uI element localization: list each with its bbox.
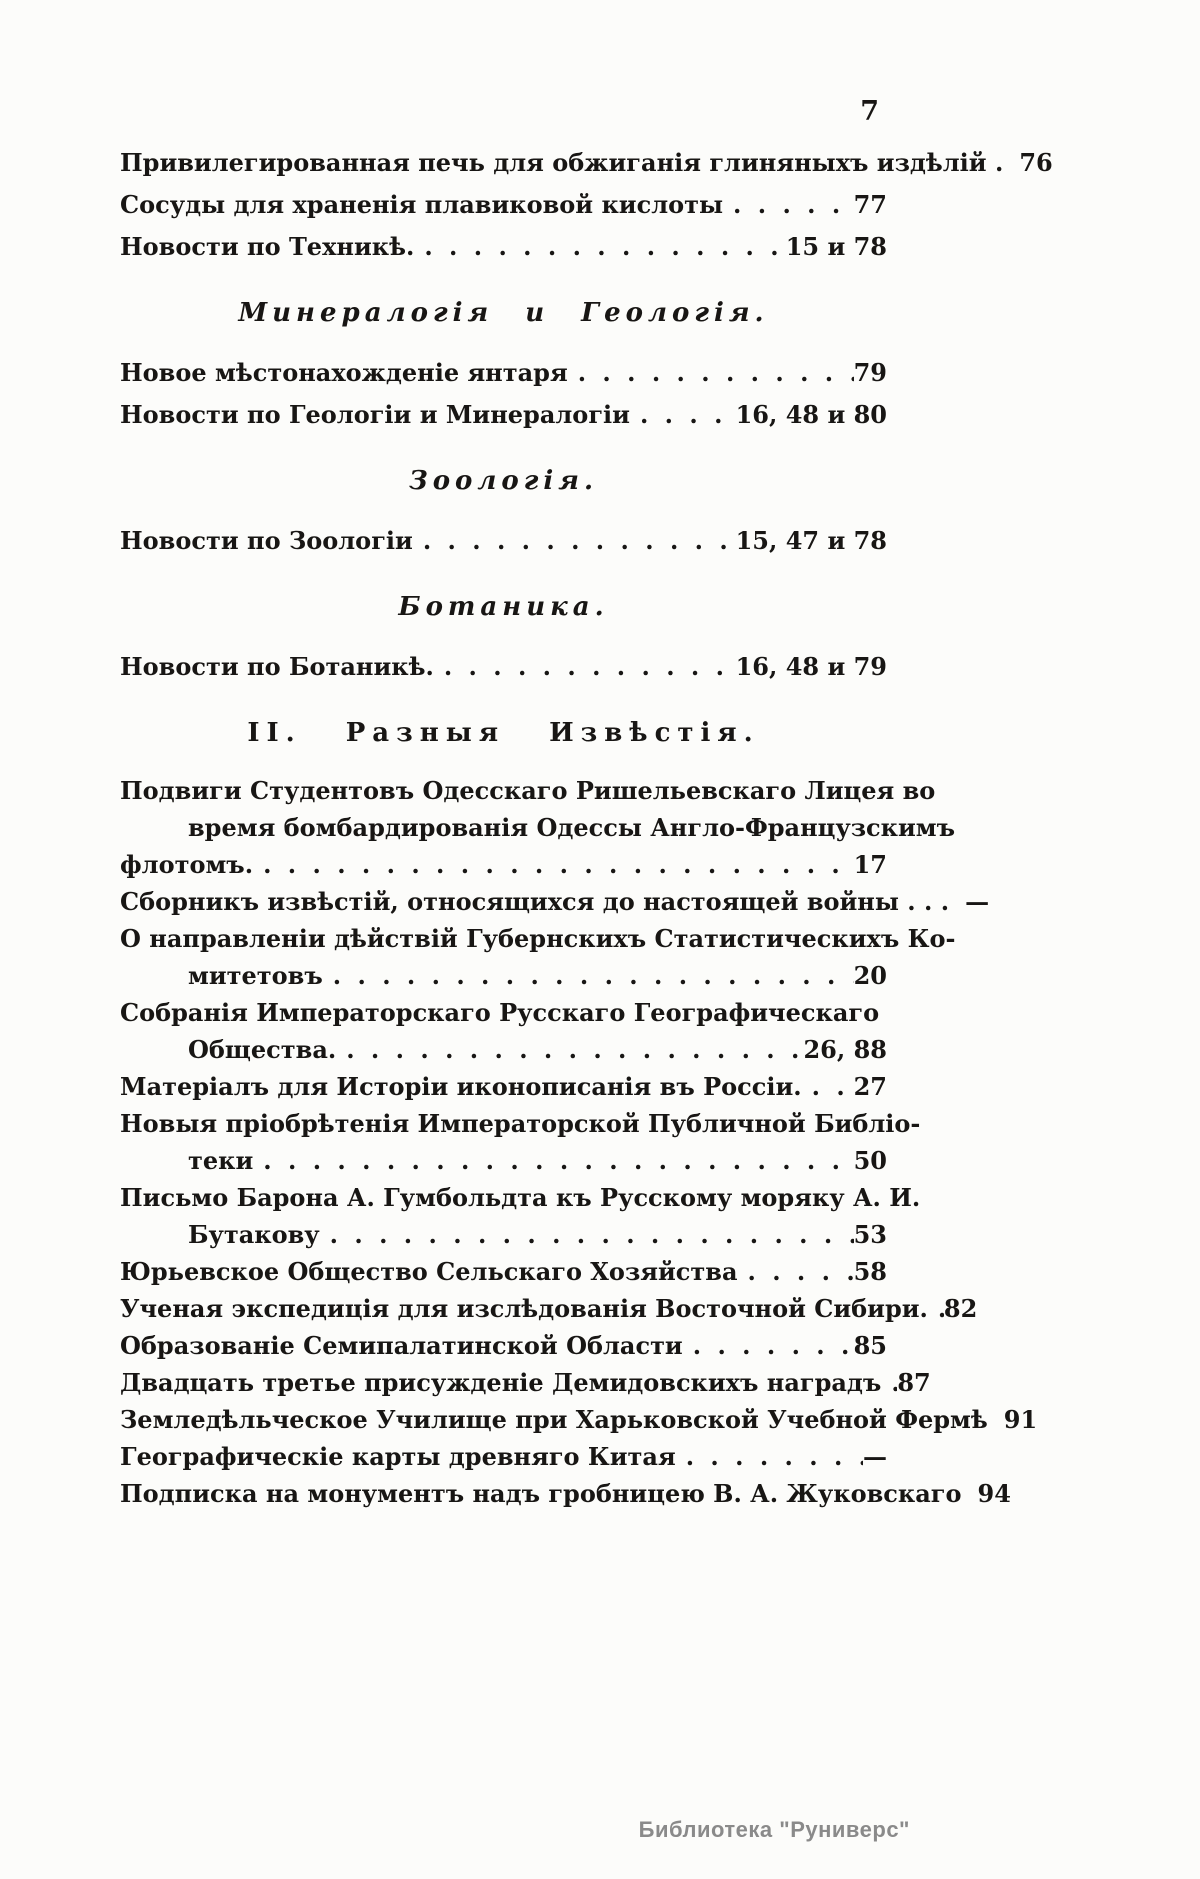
dot-leader xyxy=(323,957,854,994)
toc-section xyxy=(120,462,887,562)
dot-leader xyxy=(988,1401,1004,1438)
entry-title: Двадцать третье присужденіе Демидовскихъ наградъ xyxy=(120,1368,882,1397)
entry-line xyxy=(120,772,936,809)
dot-leader xyxy=(881,1364,897,1401)
toc-entry xyxy=(120,1401,1038,1438)
entry-line xyxy=(120,809,956,846)
entry-title: Письмо Барона А. Гумбольдта къ Русскому моряку А. И. xyxy=(120,1183,921,1212)
entry-title: Новости по Ботаникѣ. xyxy=(120,652,434,681)
dot-leader xyxy=(253,1142,853,1179)
entry-title: Новости по Техникѣ. xyxy=(120,232,415,261)
entry-line xyxy=(120,520,887,562)
toc-entry xyxy=(120,1438,887,1475)
toc-entry xyxy=(120,1364,931,1401)
toc-entry xyxy=(120,394,887,436)
dot-leader xyxy=(738,1253,854,1290)
entry-title: Сосуды для храненія плавиковой кислоты xyxy=(120,190,724,219)
toc-entry xyxy=(120,142,1053,184)
entry-page-ref: 50 xyxy=(853,1146,887,1175)
entry-page-ref: 77 xyxy=(853,190,887,219)
section-heading: Ботаника. xyxy=(398,592,609,622)
entry-page-ref: 27 xyxy=(853,1072,887,1101)
entry-line xyxy=(120,994,887,1031)
toc-entry xyxy=(120,1068,887,1105)
entry-line xyxy=(120,1290,978,1327)
dot-leader xyxy=(320,1216,854,1253)
toc-entry xyxy=(120,1327,887,1364)
entry-line xyxy=(120,1364,931,1401)
dot-leader xyxy=(1003,142,1019,184)
entry-line xyxy=(120,646,887,688)
entry-page-ref: 53 xyxy=(853,1220,887,1249)
dot-leader xyxy=(414,226,785,268)
entry-line xyxy=(120,883,990,920)
toc-entry xyxy=(120,520,887,562)
entry-title: Общества. xyxy=(188,1035,337,1064)
entry-line xyxy=(120,1031,887,1068)
entry-line xyxy=(120,1105,921,1142)
section-entries xyxy=(120,646,887,688)
entry-page-ref: 58 xyxy=(853,1257,887,1286)
entry-line xyxy=(120,1216,887,1253)
toc-entry xyxy=(120,352,887,394)
toc-entry xyxy=(120,1105,921,1179)
section-entries xyxy=(120,142,1053,268)
entry-title: Сборникъ извѣстій, относящихся до настоящей войны . . . xyxy=(120,887,950,916)
toc-entry xyxy=(120,184,887,226)
toc-entry xyxy=(120,646,887,688)
toc-section xyxy=(120,142,1053,268)
dot-leader xyxy=(568,352,854,394)
entry-page-ref: 87 xyxy=(897,1368,931,1397)
entry-line xyxy=(120,957,887,994)
entry-title: Новыя пріобрѣтенія Императорской Публичной Библіо- xyxy=(120,1109,921,1138)
entry-title: Подписка на монументъ надъ гробницею В. А. Жуковскаго xyxy=(120,1479,962,1508)
entry-title: Новое мѣстонахожденіе янтаря xyxy=(120,358,568,387)
entry-title: митетовъ xyxy=(188,961,323,990)
entry-title: Образованіе Семипалатинской Области xyxy=(120,1331,683,1360)
entry-page-ref: 91 xyxy=(1003,1405,1038,1434)
toc-entry xyxy=(120,772,956,883)
section-entries xyxy=(120,352,887,436)
entry-page-ref: 94 xyxy=(977,1479,1011,1508)
entry-page-ref: 16, 48 и 79 xyxy=(735,652,887,681)
entry-title: Собранія Императорскаго Русскаго Географическаго xyxy=(120,998,880,1027)
section-entries xyxy=(120,772,1038,1512)
dot-leader xyxy=(630,394,736,436)
entry-title: флотомъ. xyxy=(120,850,254,879)
entry-title: Матеріалъ для Исторіи иконописанія въ Россіи. xyxy=(120,1072,802,1101)
entry-title: Привилегированная печь для обжиганія глиняныхъ издѣлій . xyxy=(120,148,1004,177)
toc-entry xyxy=(120,226,887,268)
dot-leader xyxy=(434,646,736,688)
toc-section xyxy=(120,588,887,688)
dot-leader xyxy=(723,184,854,226)
toc-entry xyxy=(120,1290,978,1327)
entry-title: Земледѣльческое Училище при Харьковской Учебной Фермѣ xyxy=(120,1405,988,1434)
entry-line xyxy=(120,394,887,436)
dot-leader xyxy=(676,1438,863,1475)
entry-line xyxy=(120,1142,887,1179)
entry-title: Новости по Геологіи и Минералогіи xyxy=(120,400,630,429)
toc-entry xyxy=(120,1253,887,1290)
toc-entry xyxy=(120,1475,1011,1512)
entry-page-ref: 82 xyxy=(943,1294,978,1323)
entry-line xyxy=(120,1438,887,1475)
entry-line xyxy=(120,142,1053,184)
page-number: 7 xyxy=(860,96,879,127)
entry-line xyxy=(120,1179,921,1216)
dot-leader xyxy=(683,1327,854,1364)
entry-title: теки xyxy=(188,1146,254,1175)
entry-title: Юрьевское Общество Сельскаго Хозяйства xyxy=(120,1257,738,1286)
library-watermark: Библиотека "Руниверс" xyxy=(638,1817,910,1842)
toc xyxy=(120,142,1053,1512)
dot-leader xyxy=(928,1290,944,1327)
toc-section xyxy=(120,714,1038,1512)
entry-page-ref: — xyxy=(965,887,990,916)
entry-line xyxy=(120,1401,1038,1438)
entry-page-ref: — xyxy=(863,1442,887,1471)
toc-section xyxy=(120,294,887,436)
entry-line xyxy=(120,1253,887,1290)
entry-page-ref: 17 xyxy=(853,850,887,879)
entry-line xyxy=(120,846,887,883)
entry-page-ref: 15 и 78 xyxy=(785,232,887,261)
entry-title: Новости по Зоологіи xyxy=(120,526,413,555)
entry-title: Ученая экспедиція для изслѣдованія Восточной Сибири. xyxy=(120,1294,928,1323)
entry-line xyxy=(120,1475,1011,1512)
entry-title: Географическіе карты древняго Китая xyxy=(120,1442,676,1471)
section-heading: Минералогія и Геологія. xyxy=(238,298,769,328)
entry-line xyxy=(120,226,887,268)
entry-page-ref: 26, 88 xyxy=(803,1035,887,1064)
section-heading: II. Разныя Извѣстія. xyxy=(247,718,760,748)
dot-leader xyxy=(962,1475,978,1512)
section-entries xyxy=(120,520,887,562)
entry-line xyxy=(120,1068,887,1105)
entry-title: Подвиги Студентовъ Одесскаго Ришельевскаго Лицея во xyxy=(120,776,936,805)
entry-line xyxy=(120,920,956,957)
toc-entry xyxy=(120,994,887,1068)
dot-leader xyxy=(802,1068,854,1105)
toc-entry xyxy=(120,883,990,920)
entry-page-ref: 76 xyxy=(1019,148,1053,177)
entry-page-ref: 20 xyxy=(853,961,887,990)
dot-leader xyxy=(949,883,965,920)
dot-leader xyxy=(336,1031,803,1068)
section-heading: Зоологія. xyxy=(408,466,599,496)
toc-entry xyxy=(120,1179,921,1253)
toc-entry xyxy=(120,920,956,994)
dot-leader xyxy=(253,846,854,883)
entry-title: время бомбардированія Одессы Англо-Французскимъ xyxy=(188,813,956,842)
entry-line xyxy=(120,1327,887,1364)
entry-title: О направленіи дѣйствій Губернскихъ Статистическихъ Ко- xyxy=(120,924,956,953)
entry-line xyxy=(120,184,887,226)
entry-title: Бутакову xyxy=(188,1220,320,1249)
entry-page-ref: 15, 47 и 78 xyxy=(735,526,887,555)
entry-page-ref: 16, 48 и 80 xyxy=(735,400,887,429)
entry-page-ref: 85 xyxy=(853,1331,887,1360)
entry-page-ref: 79 xyxy=(853,358,887,387)
entry-line xyxy=(120,352,887,394)
dot-leader xyxy=(413,520,736,562)
